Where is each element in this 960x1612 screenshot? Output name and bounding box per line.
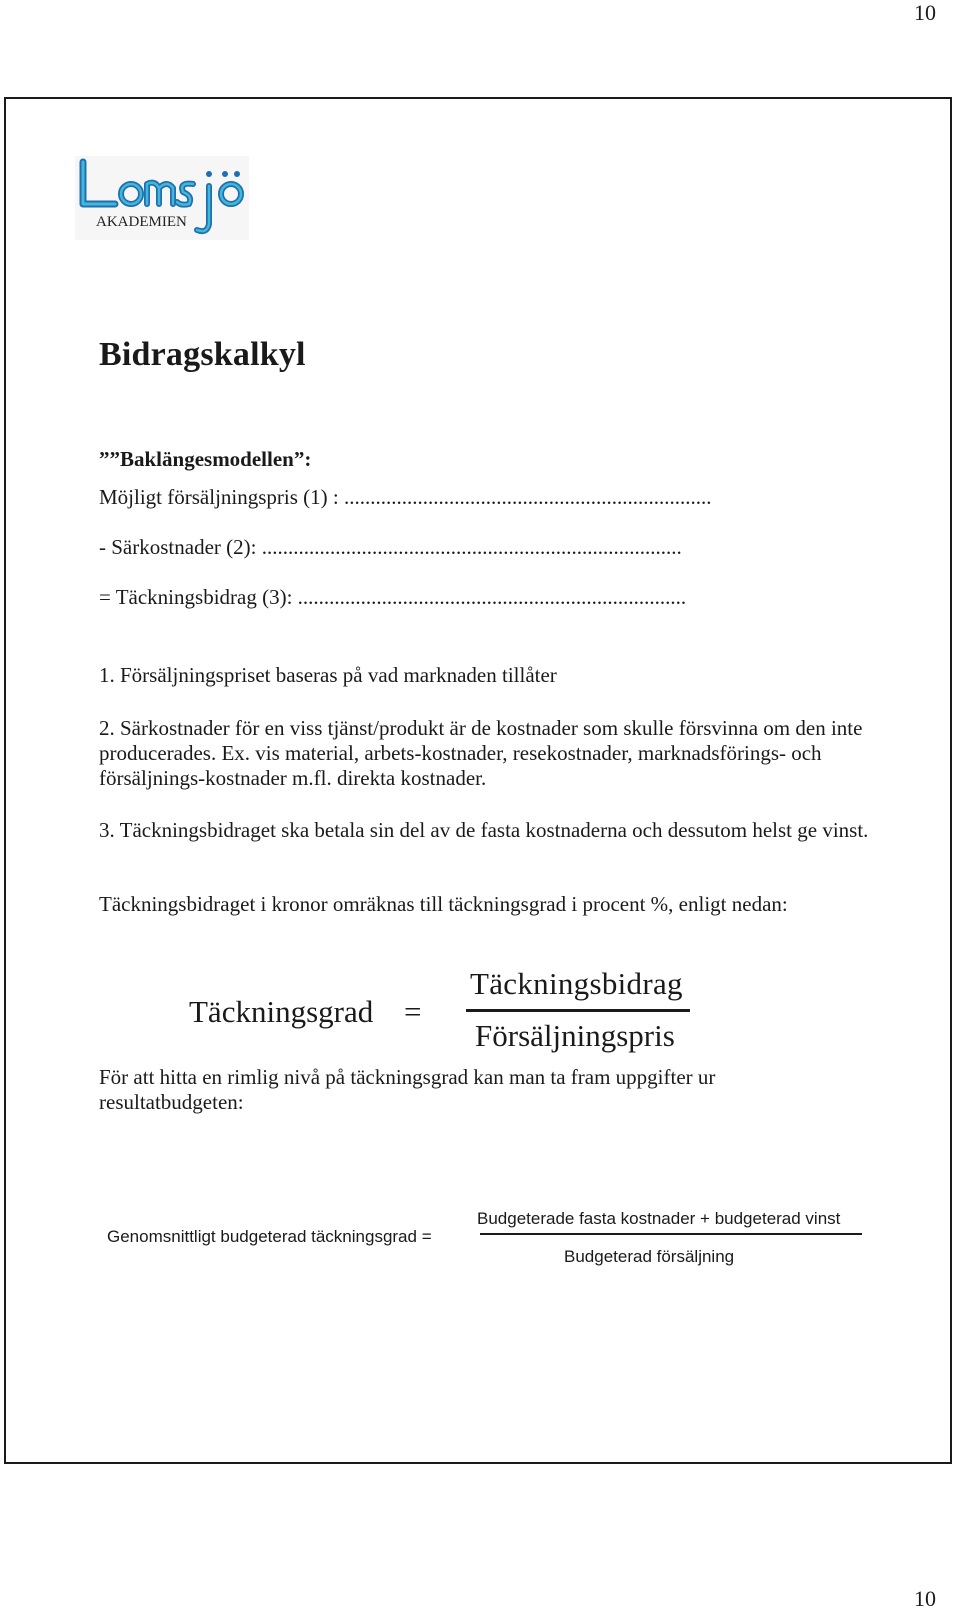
- formula-2-numerator: Budgeterade fasta kostnader + budgeterad vinst: [477, 1209, 841, 1228]
- point-1: 1. Försäljningspriset baseras på vad marknaden tillåter: [99, 663, 557, 687]
- formula-2-denominator: Budgeterad försäljning: [564, 1247, 735, 1266]
- model-heading: ””Baklängesmodellen”:: [99, 447, 312, 471]
- point-3: 3. Täckningsbidraget ska betala sin del av de fasta kostnaderna och dessutom helst ge vinst.: [99, 818, 869, 842]
- formula-1-left: Täckningsgrad: [189, 994, 374, 1029]
- model-line-margin: = Täckningsbidrag (3): ..........................................................................: [99, 585, 687, 609]
- formula-2-left: Genomsnittligt budgeterad täckningsgrad =: [107, 1227, 432, 1246]
- formula-1-denominator: Försäljningspris: [475, 1018, 675, 1053]
- point-2: 2. Särkostnader för en viss tjänst/produkt är de kostnader som skulle försvinna om den inte producerades. Ex. vis material, arbets-kostnader, resekostnader, marknadsförings- och försäljnings-kostnader m.fl. direkta kostnader.: [99, 716, 863, 790]
- formula-1-equals: =: [404, 994, 422, 1029]
- budget-text: För att hitta en rimlig nivå på täckningsgrad kan man ta fram uppgifter ur resultatbudgeten:: [99, 1065, 716, 1114]
- model-line-price: Möjligt försäljningspris (1) : ......................................................................: [99, 485, 712, 509]
- logo-subtitle: AKADEMIEN: [96, 214, 187, 230]
- formula-1-fraction-bar: [466, 1009, 690, 1012]
- formula-1-numerator: Täckningsbidrag: [470, 966, 683, 1001]
- page-title: Bidragskalkyl: [99, 336, 306, 373]
- model-line-costs: - Särkostnader (2): ................................................................................: [99, 535, 682, 559]
- page-number-bottom: 10: [914, 1586, 936, 1611]
- page-number-top: 10: [914, 0, 936, 25]
- conversion-text: Täckningsbidraget i kronor omräknas till täckningsgrad i procent %, enligt nedan:: [99, 892, 788, 916]
- formula-2-fraction-bar: [480, 1233, 862, 1235]
